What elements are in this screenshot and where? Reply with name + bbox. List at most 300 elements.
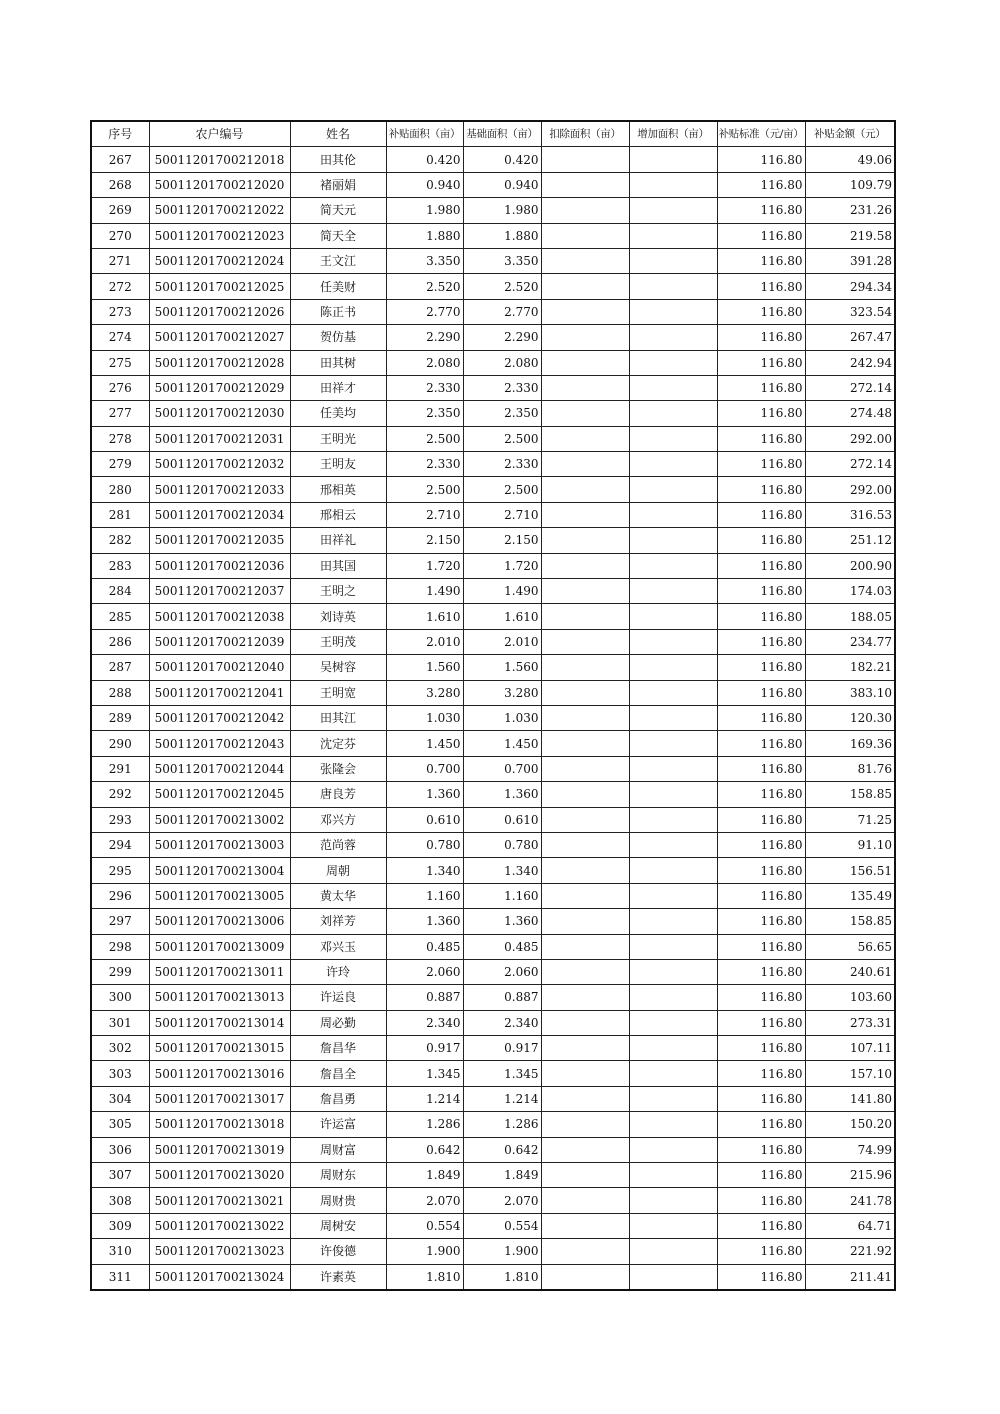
cell-subsidy-area: 0.642 xyxy=(386,1137,463,1162)
cell-deducted-area xyxy=(541,782,629,807)
table-row xyxy=(91,147,895,172)
cell-farmer-id: 50011201700212037 xyxy=(149,579,290,604)
cell-farmer-id: 50011201700213013 xyxy=(149,985,290,1010)
cell-added-area xyxy=(629,832,717,857)
table-row xyxy=(91,934,895,959)
cell-base-area: 2.520 xyxy=(463,274,541,299)
cell-added-area xyxy=(629,705,717,730)
cell-deducted-area xyxy=(541,655,629,680)
cell-farmer-id: 50011201700213014 xyxy=(149,1010,290,1035)
cell-index: 279 xyxy=(91,452,149,477)
cell-subsidy-rate: 116.80 xyxy=(717,426,805,451)
cell-subsidy-amount: 316.53 xyxy=(805,502,895,527)
cell-deducted-area xyxy=(541,1188,629,1213)
cell-index: 274 xyxy=(91,325,149,350)
cell-subsidy-amount: 242.94 xyxy=(805,350,895,375)
cell-farmer-id: 50011201700213021 xyxy=(149,1188,290,1213)
cell-subsidy-rate: 116.80 xyxy=(717,274,805,299)
cell-subsidy-amount: 240.61 xyxy=(805,959,895,984)
cell-base-area: 0.700 xyxy=(463,756,541,781)
cell-subsidy-rate: 116.80 xyxy=(717,1112,805,1137)
cell-subsidy-area: 2.520 xyxy=(386,274,463,299)
cell-added-area xyxy=(629,375,717,400)
cell-base-area: 2.070 xyxy=(463,1188,541,1213)
cell-name: 周树安 xyxy=(290,1213,386,1238)
cell-deducted-area xyxy=(541,502,629,527)
cell-deducted-area xyxy=(541,477,629,502)
cell-base-area: 1.560 xyxy=(463,655,541,680)
cell-name: 田祥礼 xyxy=(290,528,386,553)
cell-index: 285 xyxy=(91,604,149,629)
cell-index: 310 xyxy=(91,1239,149,1264)
cell-added-area xyxy=(629,782,717,807)
cell-deducted-area xyxy=(541,1112,629,1137)
cell-subsidy-area: 0.700 xyxy=(386,756,463,781)
cell-deducted-area xyxy=(541,1086,629,1111)
cell-index: 301 xyxy=(91,1010,149,1035)
cell-subsidy-rate: 116.80 xyxy=(717,909,805,934)
cell-farmer-id: 50011201700212018 xyxy=(149,147,290,172)
cell-name: 许玲 xyxy=(290,959,386,984)
cell-base-area: 1.900 xyxy=(463,1239,541,1264)
cell-name: 周财东 xyxy=(290,1163,386,1188)
cell-subsidy-area: 2.070 xyxy=(386,1188,463,1213)
cell-base-area: 2.080 xyxy=(463,350,541,375)
cell-subsidy-amount: 234.77 xyxy=(805,629,895,654)
cell-subsidy-rate: 116.80 xyxy=(717,198,805,223)
cell-index: 291 xyxy=(91,756,149,781)
cell-subsidy-rate: 116.80 xyxy=(717,553,805,578)
cell-subsidy-rate: 116.80 xyxy=(717,1061,805,1086)
cell-farmer-id: 50011201700212042 xyxy=(149,705,290,730)
cell-subsidy-amount: 274.48 xyxy=(805,401,895,426)
cell-subsidy-rate: 116.80 xyxy=(717,350,805,375)
cell-added-area xyxy=(629,452,717,477)
cell-farmer-id: 50011201700213009 xyxy=(149,934,290,959)
cell-subsidy-rate: 116.80 xyxy=(717,807,805,832)
table-row xyxy=(91,959,895,984)
cell-base-area: 2.710 xyxy=(463,502,541,527)
cell-deducted-area xyxy=(541,375,629,400)
cell-base-area: 1.360 xyxy=(463,909,541,934)
cell-base-area: 1.450 xyxy=(463,731,541,756)
table-row xyxy=(91,909,895,934)
table-row xyxy=(91,655,895,680)
table-row xyxy=(91,198,895,223)
cell-added-area xyxy=(629,579,717,604)
cell-name: 王文江 xyxy=(290,248,386,273)
cell-subsidy-area: 1.345 xyxy=(386,1061,463,1086)
cell-index: 306 xyxy=(91,1137,149,1162)
cell-subsidy-area: 1.560 xyxy=(386,655,463,680)
cell-subsidy-amount: 107.11 xyxy=(805,1036,895,1061)
table-row xyxy=(91,1213,895,1238)
cell-subsidy-rate: 116.80 xyxy=(717,934,805,959)
cell-farmer-id: 50011201700212039 xyxy=(149,629,290,654)
cell-base-area: 0.917 xyxy=(463,1036,541,1061)
cell-farmer-id: 50011201700212045 xyxy=(149,782,290,807)
cell-subsidy-amount: 157.10 xyxy=(805,1061,895,1086)
cell-subsidy-area: 2.710 xyxy=(386,502,463,527)
table-row xyxy=(91,1086,895,1111)
cell-subsidy-amount: 71.25 xyxy=(805,807,895,832)
cell-name: 周朝 xyxy=(290,858,386,883)
cell-base-area: 0.485 xyxy=(463,934,541,959)
cell-subsidy-rate: 116.80 xyxy=(717,680,805,705)
cell-subsidy-amount: 158.85 xyxy=(805,782,895,807)
cell-name: 詹昌勇 xyxy=(290,1086,386,1111)
cell-subsidy-rate: 116.80 xyxy=(717,452,805,477)
cell-base-area: 0.940 xyxy=(463,172,541,197)
cell-name: 黄太华 xyxy=(290,883,386,908)
cell-index: 272 xyxy=(91,274,149,299)
cell-index: 282 xyxy=(91,528,149,553)
cell-index: 305 xyxy=(91,1112,149,1137)
cell-index: 288 xyxy=(91,680,149,705)
cell-name: 周财贵 xyxy=(290,1188,386,1213)
cell-added-area xyxy=(629,325,717,350)
cell-subsidy-amount: 135.49 xyxy=(805,883,895,908)
cell-subsidy-area: 2.010 xyxy=(386,629,463,654)
cell-farmer-id: 50011201700212043 xyxy=(149,731,290,756)
cell-subsidy-area: 1.849 xyxy=(386,1163,463,1188)
cell-base-area: 1.340 xyxy=(463,858,541,883)
cell-index: 290 xyxy=(91,731,149,756)
table-row xyxy=(91,807,895,832)
cell-index: 267 xyxy=(91,147,149,172)
cell-subsidy-rate: 116.80 xyxy=(717,604,805,629)
cell-base-area: 0.642 xyxy=(463,1137,541,1162)
cell-deducted-area xyxy=(541,807,629,832)
cell-farmer-id: 50011201700213023 xyxy=(149,1239,290,1264)
cell-added-area xyxy=(629,1036,717,1061)
cell-subsidy-rate: 116.80 xyxy=(717,883,805,908)
cell-added-area xyxy=(629,528,717,553)
cell-farmer-id: 50011201700213017 xyxy=(149,1086,290,1111)
header-name: 姓名 xyxy=(290,121,386,147)
cell-subsidy-rate: 116.80 xyxy=(717,1163,805,1188)
cell-farmer-id: 50011201700212025 xyxy=(149,274,290,299)
cell-base-area: 2.330 xyxy=(463,452,541,477)
cell-deducted-area xyxy=(541,1239,629,1264)
cell-base-area: 1.610 xyxy=(463,604,541,629)
cell-name: 刘祥芳 xyxy=(290,909,386,934)
cell-farmer-id: 50011201700213019 xyxy=(149,1137,290,1162)
cell-added-area xyxy=(629,858,717,883)
cell-subsidy-amount: 182.21 xyxy=(805,655,895,680)
cell-farmer-id: 50011201700213020 xyxy=(149,1163,290,1188)
cell-subsidy-rate: 116.80 xyxy=(717,705,805,730)
table-row xyxy=(91,883,895,908)
cell-deducted-area xyxy=(541,959,629,984)
subsidy-table xyxy=(90,120,896,1291)
cell-farmer-id: 50011201700212020 xyxy=(149,172,290,197)
table-row xyxy=(91,325,895,350)
cell-deducted-area xyxy=(541,1036,629,1061)
cell-subsidy-area: 2.060 xyxy=(386,959,463,984)
table-row xyxy=(91,1112,895,1137)
cell-subsidy-rate: 116.80 xyxy=(717,1239,805,1264)
cell-subsidy-rate: 116.80 xyxy=(717,832,805,857)
cell-subsidy-rate: 116.80 xyxy=(717,731,805,756)
cell-subsidy-rate: 116.80 xyxy=(717,325,805,350)
cell-deducted-area xyxy=(541,1061,629,1086)
header-deducted-area: 扣除面积（亩） xyxy=(541,121,629,147)
cell-index: 311 xyxy=(91,1264,149,1290)
cell-subsidy-rate: 116.80 xyxy=(717,147,805,172)
cell-subsidy-area: 0.917 xyxy=(386,1036,463,1061)
table-row xyxy=(91,401,895,426)
cell-base-area: 2.770 xyxy=(463,299,541,324)
cell-subsidy-area: 0.610 xyxy=(386,807,463,832)
cell-subsidy-amount: 294.34 xyxy=(805,274,895,299)
cell-subsidy-rate: 116.80 xyxy=(717,172,805,197)
cell-subsidy-area: 1.880 xyxy=(386,223,463,248)
cell-farmer-id: 50011201700212040 xyxy=(149,655,290,680)
table-row xyxy=(91,604,895,629)
cell-index: 296 xyxy=(91,883,149,908)
table-row xyxy=(91,223,895,248)
cell-added-area xyxy=(629,756,717,781)
cell-subsidy-area: 2.080 xyxy=(386,350,463,375)
cell-added-area xyxy=(629,350,717,375)
table-row xyxy=(91,172,895,197)
cell-name: 詹昌全 xyxy=(290,1061,386,1086)
cell-subsidy-amount: 221.92 xyxy=(805,1239,895,1264)
cell-subsidy-area: 1.360 xyxy=(386,782,463,807)
cell-name: 许素英 xyxy=(290,1264,386,1290)
cell-name: 刘诗英 xyxy=(290,604,386,629)
cell-subsidy-area: 1.720 xyxy=(386,553,463,578)
cell-added-area xyxy=(629,1264,717,1290)
table-body xyxy=(91,147,895,1290)
table-row xyxy=(91,375,895,400)
cell-name: 周必勤 xyxy=(290,1010,386,1035)
cell-name: 王明友 xyxy=(290,452,386,477)
cell-name: 唐良芳 xyxy=(290,782,386,807)
header-row xyxy=(91,121,895,147)
cell-deducted-area xyxy=(541,528,629,553)
cell-subsidy-rate: 116.80 xyxy=(717,1264,805,1290)
cell-farmer-id: 50011201700212038 xyxy=(149,604,290,629)
cell-base-area: 1.980 xyxy=(463,198,541,223)
cell-subsidy-area: 2.330 xyxy=(386,452,463,477)
header-subsidy-rate: 补贴标准（元/亩） xyxy=(717,121,805,147)
cell-index: 277 xyxy=(91,401,149,426)
cell-subsidy-area: 2.770 xyxy=(386,299,463,324)
cell-deducted-area xyxy=(541,198,629,223)
cell-deducted-area xyxy=(541,985,629,1010)
cell-subsidy-rate: 116.80 xyxy=(717,375,805,400)
header-index: 序号 xyxy=(91,121,149,147)
cell-subsidy-rate: 116.80 xyxy=(717,1213,805,1238)
header-farmer-id: 农户编号 xyxy=(149,121,290,147)
table-row xyxy=(91,579,895,604)
cell-base-area: 2.500 xyxy=(463,477,541,502)
cell-index: 295 xyxy=(91,858,149,883)
cell-index: 268 xyxy=(91,172,149,197)
cell-subsidy-amount: 150.20 xyxy=(805,1112,895,1137)
cell-farmer-id: 50011201700213016 xyxy=(149,1061,290,1086)
cell-added-area xyxy=(629,629,717,654)
cell-base-area: 2.500 xyxy=(463,426,541,451)
cell-added-area xyxy=(629,1137,717,1162)
cell-subsidy-amount: 231.26 xyxy=(805,198,895,223)
cell-added-area xyxy=(629,1086,717,1111)
cell-base-area: 0.554 xyxy=(463,1213,541,1238)
cell-deducted-area xyxy=(541,299,629,324)
cell-subsidy-area: 0.940 xyxy=(386,172,463,197)
cell-subsidy-amount: 49.06 xyxy=(805,147,895,172)
cell-base-area: 0.610 xyxy=(463,807,541,832)
cell-subsidy-amount: 174.03 xyxy=(805,579,895,604)
cell-deducted-area xyxy=(541,1163,629,1188)
cell-subsidy-amount: 273.31 xyxy=(805,1010,895,1035)
cell-subsidy-amount: 158.85 xyxy=(805,909,895,934)
cell-index: 276 xyxy=(91,375,149,400)
cell-name: 田祥才 xyxy=(290,375,386,400)
cell-subsidy-amount: 64.71 xyxy=(805,1213,895,1238)
cell-name: 田其树 xyxy=(290,350,386,375)
cell-subsidy-area: 2.340 xyxy=(386,1010,463,1035)
cell-added-area xyxy=(629,1188,717,1213)
cell-name: 田其江 xyxy=(290,705,386,730)
cell-subsidy-rate: 116.80 xyxy=(717,629,805,654)
cell-name: 范尚蓉 xyxy=(290,832,386,857)
cell-name: 沈定芬 xyxy=(290,731,386,756)
cell-deducted-area xyxy=(541,147,629,172)
cell-index: 303 xyxy=(91,1061,149,1086)
table-row xyxy=(91,477,895,502)
cell-subsidy-rate: 116.80 xyxy=(717,528,805,553)
cell-added-area xyxy=(629,401,717,426)
cell-deducted-area xyxy=(541,325,629,350)
cell-base-area: 1.880 xyxy=(463,223,541,248)
table-row xyxy=(91,858,895,883)
cell-subsidy-amount: 241.78 xyxy=(805,1188,895,1213)
cell-deducted-area xyxy=(541,553,629,578)
cell-base-area: 2.010 xyxy=(463,629,541,654)
cell-name: 任美财 xyxy=(290,274,386,299)
cell-deducted-area xyxy=(541,680,629,705)
cell-subsidy-rate: 116.80 xyxy=(717,1036,805,1061)
cell-added-area xyxy=(629,680,717,705)
cell-added-area xyxy=(629,147,717,172)
cell-deducted-area xyxy=(541,172,629,197)
cell-farmer-id: 50011201700212030 xyxy=(149,401,290,426)
cell-index: 300 xyxy=(91,985,149,1010)
cell-name: 陈正书 xyxy=(290,299,386,324)
cell-subsidy-area: 0.554 xyxy=(386,1213,463,1238)
cell-subsidy-area: 0.485 xyxy=(386,934,463,959)
cell-deducted-area xyxy=(541,1010,629,1035)
cell-base-area: 1.345 xyxy=(463,1061,541,1086)
header-subsidy-amount: 补贴金额（元） xyxy=(805,121,895,147)
cell-added-area xyxy=(629,1239,717,1264)
cell-farmer-id: 50011201700212041 xyxy=(149,680,290,705)
cell-farmer-id: 50011201700212027 xyxy=(149,325,290,350)
cell-name: 邢相云 xyxy=(290,502,386,527)
cell-subsidy-amount: 141.80 xyxy=(805,1086,895,1111)
cell-added-area xyxy=(629,883,717,908)
cell-farmer-id: 50011201700212036 xyxy=(149,553,290,578)
table-row xyxy=(91,299,895,324)
cell-index: 308 xyxy=(91,1188,149,1213)
cell-subsidy-amount: 81.76 xyxy=(805,756,895,781)
cell-subsidy-amount: 272.14 xyxy=(805,452,895,477)
cell-subsidy-area: 2.330 xyxy=(386,375,463,400)
cell-added-area xyxy=(629,731,717,756)
cell-added-area xyxy=(629,477,717,502)
cell-added-area xyxy=(629,1061,717,1086)
table-row xyxy=(91,1163,895,1188)
cell-added-area xyxy=(629,274,717,299)
cell-farmer-id: 50011201700213004 xyxy=(149,858,290,883)
cell-name: 邢相英 xyxy=(290,477,386,502)
cell-subsidy-area: 1.980 xyxy=(386,198,463,223)
cell-deducted-area xyxy=(541,401,629,426)
cell-subsidy-area: 2.500 xyxy=(386,426,463,451)
cell-farmer-id: 50011201700212033 xyxy=(149,477,290,502)
cell-deducted-area xyxy=(541,350,629,375)
cell-subsidy-rate: 116.80 xyxy=(717,1137,805,1162)
cell-added-area xyxy=(629,985,717,1010)
cell-deducted-area xyxy=(541,426,629,451)
cell-base-area: 2.150 xyxy=(463,528,541,553)
cell-subsidy-amount: 74.99 xyxy=(805,1137,895,1162)
cell-subsidy-rate: 116.80 xyxy=(717,248,805,273)
cell-farmer-id: 50011201700213015 xyxy=(149,1036,290,1061)
cell-subsidy-area: 1.160 xyxy=(386,883,463,908)
cell-deducted-area xyxy=(541,731,629,756)
cell-added-area xyxy=(629,248,717,273)
cell-subsidy-amount: 272.14 xyxy=(805,375,895,400)
cell-added-area xyxy=(629,1010,717,1035)
table-row xyxy=(91,1188,895,1213)
cell-base-area: 0.887 xyxy=(463,985,541,1010)
cell-subsidy-rate: 116.80 xyxy=(717,1010,805,1035)
cell-subsidy-amount: 56.65 xyxy=(805,934,895,959)
cell-base-area: 2.330 xyxy=(463,375,541,400)
cell-subsidy-area: 1.810 xyxy=(386,1264,463,1290)
cell-farmer-id: 50011201700212031 xyxy=(149,426,290,451)
cell-subsidy-area: 1.490 xyxy=(386,579,463,604)
cell-base-area: 1.360 xyxy=(463,782,541,807)
cell-subsidy-amount: 120.30 xyxy=(805,705,895,730)
cell-base-area: 0.420 xyxy=(463,147,541,172)
cell-base-area: 1.030 xyxy=(463,705,541,730)
cell-added-area xyxy=(629,909,717,934)
table-row xyxy=(91,553,895,578)
cell-farmer-id: 50011201700212032 xyxy=(149,452,290,477)
cell-subsidy-rate: 116.80 xyxy=(717,858,805,883)
cell-farmer-id: 50011201700212035 xyxy=(149,528,290,553)
cell-base-area: 0.780 xyxy=(463,832,541,857)
header-added-area: 增加面积（亩） xyxy=(629,121,717,147)
cell-subsidy-amount: 188.05 xyxy=(805,604,895,629)
cell-added-area xyxy=(629,1163,717,1188)
cell-farmer-id: 50011201700212022 xyxy=(149,198,290,223)
cell-subsidy-area: 2.150 xyxy=(386,528,463,553)
cell-added-area xyxy=(629,1112,717,1137)
cell-index: 307 xyxy=(91,1163,149,1188)
cell-subsidy-rate: 116.80 xyxy=(717,299,805,324)
cell-subsidy-rate: 116.80 xyxy=(717,985,805,1010)
cell-subsidy-rate: 116.80 xyxy=(717,782,805,807)
cell-farmer-id: 50011201700212026 xyxy=(149,299,290,324)
cell-name: 王明宽 xyxy=(290,680,386,705)
cell-added-area xyxy=(629,934,717,959)
